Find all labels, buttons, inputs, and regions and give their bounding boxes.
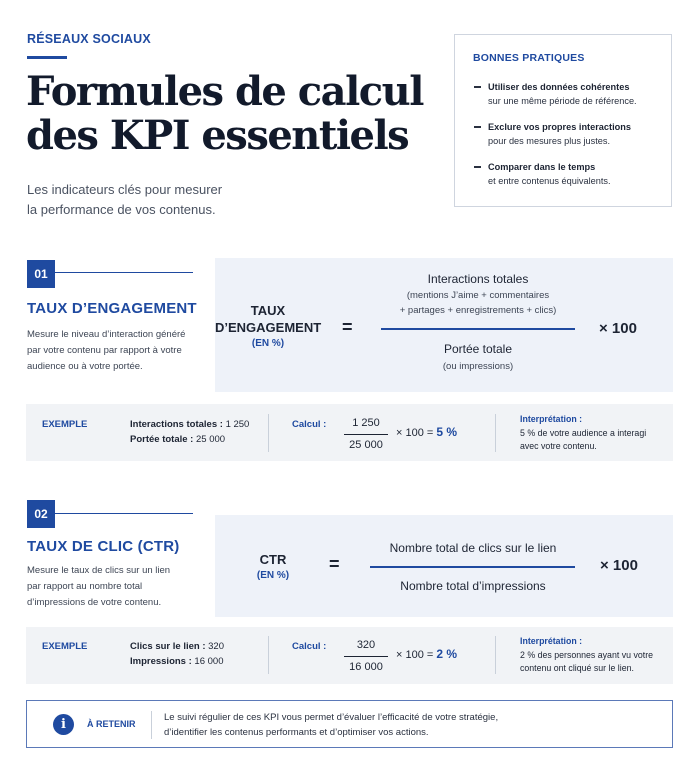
- example-result-value: 2 %: [436, 647, 458, 661]
- ctr-example-box: [26, 627, 673, 684]
- formula-denominator: [368, 579, 578, 593]
- example-interpretation: [520, 635, 653, 675]
- key-takeaway-line: Le suivi régulier de ces KPI vous permet d’évaluer l’efficacité de votre stratégie,: [164, 712, 499, 723]
- example-divider: [268, 636, 269, 674]
- section-number-badge: 02: [27, 500, 55, 528]
- section-description-line: Mesure le niveau d’interaction généré: [27, 329, 186, 340]
- example-interpretation: [520, 413, 646, 453]
- example-fraction: [344, 417, 388, 451]
- example-fraction: [344, 639, 388, 673]
- formula-equals: =: [329, 554, 340, 574]
- example-data-label: Interactions totales :: [130, 419, 223, 430]
- formula-lhs: [215, 302, 321, 349]
- section-number-rule: [55, 513, 193, 514]
- section-description-line: par rapport au nombre total: [27, 581, 143, 592]
- example-fraction-denominator: 16 000: [349, 661, 383, 673]
- example-calc-label: Calcul :: [292, 419, 327, 430]
- page-title-line2: des KPI essentiels: [26, 112, 409, 159]
- formula-fraction-line: [370, 566, 575, 568]
- best-practices-box: [454, 34, 672, 207]
- best-practice-item: [473, 80, 653, 108]
- example-divider: [495, 636, 496, 674]
- key-takeaway-text: [164, 710, 498, 740]
- formula-fraction-line: [381, 328, 575, 330]
- best-practice-item: [473, 160, 653, 188]
- example-fraction-line: [344, 656, 388, 657]
- best-practice-rest: pour des mesures plus justes.: [488, 136, 611, 146]
- eyebrow-underline: [27, 56, 67, 59]
- example-fraction-numerator: 1 250: [352, 417, 380, 429]
- ctr-formula-box: [215, 515, 673, 617]
- key-takeaway-label: À RETENIR: [87, 719, 136, 729]
- example-divider: [268, 414, 269, 452]
- interpretation-title: Interprétation :: [520, 414, 583, 424]
- best-practice-strong: Exclure vos propres interactions: [488, 122, 631, 132]
- section-description-line: d’impressions de votre contenu.: [27, 597, 162, 608]
- example-fraction-denominator: 25 000: [349, 439, 383, 451]
- formula-unit: (EN %): [251, 338, 285, 349]
- formula-numerator-text: Nombre total de clics sur le lien: [389, 541, 557, 555]
- key-takeaway-line: d’identifier les contenus performants et d’optimiser vos actions.: [164, 727, 429, 738]
- formula-multiplier: × 100: [600, 557, 638, 574]
- example-result-value: 5 %: [436, 425, 458, 439]
- page-title-line1: Formules de calcul: [26, 68, 423, 115]
- engagement-formula-box: [215, 258, 673, 392]
- formula-lhs-line: TAUX: [250, 303, 286, 318]
- interpretation-line: 5 % de votre audience a interagi: [520, 428, 647, 438]
- formula-multiplier: × 100: [599, 320, 637, 337]
- formula-lhs-line: CTR: [259, 552, 287, 567]
- formula-equals: =: [342, 317, 353, 337]
- example-calc-times: × 100 =: [396, 649, 434, 661]
- best-practice-rest: et entre contenus équivalents.: [488, 176, 611, 186]
- section-description-line: Mesure le taux de clics sur un lien: [27, 565, 171, 576]
- formula-unit: (EN %): [256, 570, 290, 581]
- engagement-example-box: [26, 404, 673, 461]
- interpretation-title: Interprétation :: [520, 636, 583, 646]
- page-subtitle-line1: Les indicateurs clés pour mesurer: [27, 182, 223, 197]
- example-data-label: Clics sur le lien :: [130, 641, 206, 652]
- example-data: [130, 639, 224, 669]
- section-description-line: par votre contenu par rapport à votre: [27, 345, 182, 356]
- example-data-value: 25 000: [196, 434, 226, 445]
- best-practice-strong: Utiliser des données cohérentes: [488, 82, 630, 92]
- section-title-ctr: TAUX DE CLIC (CTR): [27, 538, 180, 555]
- example-data-value: 1 250: [225, 419, 250, 430]
- section-number-badge: 01: [27, 260, 55, 288]
- page-subtitle-line2: la performance de vos contenus.: [27, 202, 216, 217]
- example-label: EXEMPLE: [42, 419, 88, 430]
- best-practice-item: [473, 120, 653, 148]
- interpretation-line: 2 % des personnes ayant vu votre: [520, 650, 654, 660]
- formula-numerator: [378, 272, 578, 318]
- example-label: EXEMPLE: [42, 641, 88, 652]
- example-calc-result: [396, 647, 457, 661]
- example-data-label: Impressions :: [130, 656, 192, 667]
- key-takeaway-box: [26, 700, 673, 748]
- page-subtitle: [27, 180, 287, 220]
- formula-numerator: [368, 541, 578, 555]
- section-number-rule: [55, 272, 193, 273]
- example-calc-result: [396, 425, 457, 439]
- formula-denominator-text: Nombre total d’impressions: [400, 579, 546, 593]
- formula-numerator-detail: (mentions J’aime + commentaires: [406, 290, 550, 301]
- example-data-value: 320: [208, 641, 224, 652]
- key-takeaway-divider: [151, 711, 152, 739]
- best-practices-title: BONNES PRATIQUES: [473, 52, 585, 64]
- section-description: [27, 327, 185, 375]
- example-data-value: 16 000: [194, 656, 224, 667]
- interpretation-line: avec votre contenu.: [520, 441, 597, 451]
- section-eyebrow: RÉSEAUX SOCIAUX: [27, 32, 151, 46]
- info-icon: i: [53, 714, 74, 735]
- section-description-line: audience ou à votre portée.: [27, 361, 143, 372]
- best-practice-rest: sur une même période de référence.: [488, 96, 637, 106]
- formula-denominator: [378, 342, 578, 374]
- example-calc-label: Calcul :: [292, 641, 327, 652]
- example-data-label: Portée totale :: [130, 434, 194, 445]
- example-fraction-line: [344, 434, 388, 435]
- example-data: [130, 417, 249, 447]
- best-practice-strong: Comparer dans le temps: [488, 162, 596, 172]
- formula-numerator-detail: + partages + enregistrements + clics): [399, 305, 557, 316]
- page-title: [26, 70, 446, 158]
- section-description: [27, 563, 170, 611]
- formula-numerator-text: Interactions totales: [427, 272, 529, 286]
- interpretation-line: contenu ont cliqué sur le lien.: [520, 663, 634, 673]
- formula-denominator-text: Portée totale: [443, 342, 513, 356]
- example-fraction-numerator: 320: [356, 639, 376, 651]
- section-title-engagement: TAUX D’ENGAGEMENT: [27, 300, 197, 317]
- example-divider: [495, 414, 496, 452]
- formula-lhs: [225, 551, 321, 581]
- formula-lhs-line: D’ENGAGEMENT: [215, 320, 322, 335]
- example-calc-times: × 100 =: [396, 427, 434, 439]
- formula-denominator-detail: (ou impressions): [442, 361, 514, 372]
